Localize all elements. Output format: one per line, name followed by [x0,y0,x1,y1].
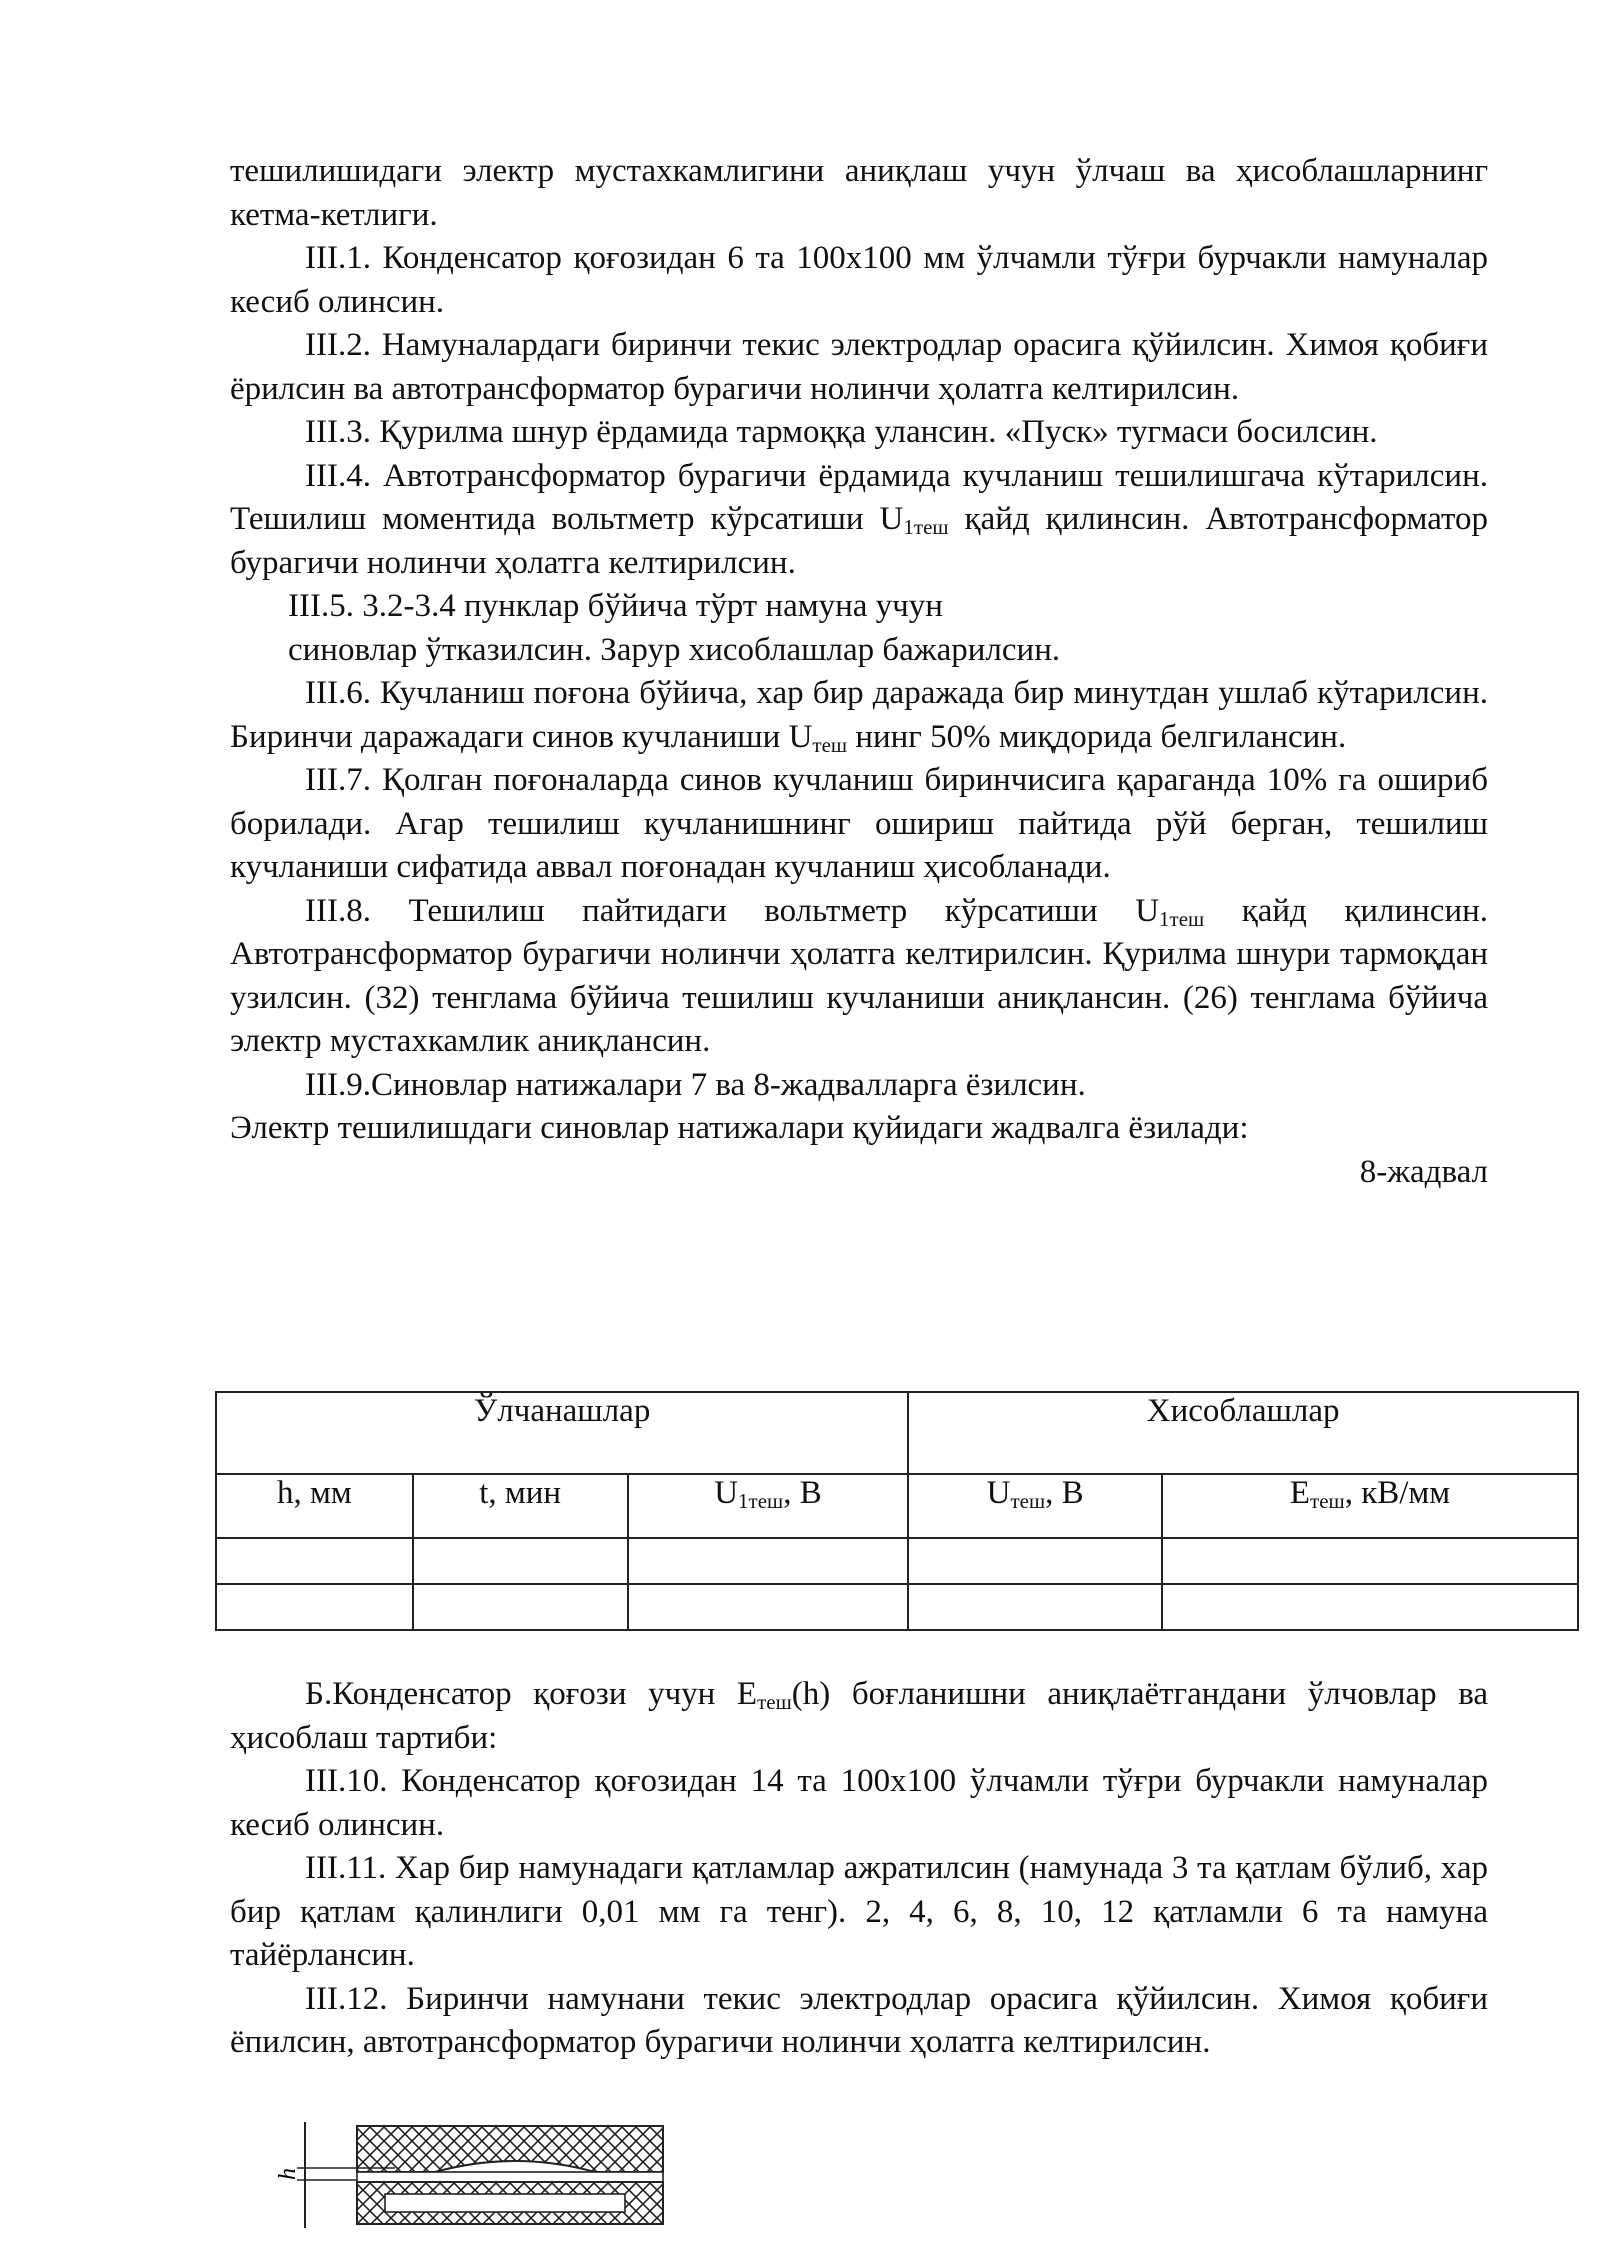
paragraph-b-text-b: (h) боғланишни аниқлаётгандани ўлчовлар ва ҳисоблаш тартиби: [230,1676,1488,1756]
table-cell [1162,1584,1578,1630]
paragraph-intro: тешилишидаги электр мустахкамлигини аниқлаш учун ўлчаш ва ҳисоблашларнинг кетма-кетлиги. [230,153,1488,233]
column-header-h: h, мм [216,1474,413,1538]
header-symbol: U [714,1475,739,1511]
table-caption: 8-жадвал [1359,1153,1488,1190]
subscript: теш [1010,1489,1046,1513]
lower-electrode-insert [385,2194,625,2212]
table-cell [413,1538,628,1584]
table-cell [413,1584,628,1630]
paragraph-iii-5-line1: III.5. 3.2-3.4 пунклар бўйича тўрт намуна учун [288,588,943,624]
paragraph-iii-11: III.11. Хар бир намунадаги қатламлар ажратилсин (намунада 3 та қатлам бўлиб, хар бир қатлам қалинлиги 0,01 мм га тенг). 2, 4, 6, 8, 10, 12 қатламли 6 та намуна тайёрлансин. [230,1850,1488,1973]
paragraph-iii-8 [230,890,1488,1064]
paragraph-table-intro: Электр тешилишдаги синовлар натижалари қуйидаги жадвалга ёзилади: [230,1110,1249,1146]
subscript: 1теш [738,1489,784,1513]
paragraph-iii-8-text-a: III.8. Тешилиш пайтидаги вольтметр кўрсатиши U [305,892,1160,929]
paragraph-iii-9: III.9.Синовлар натижалари 7 ва 8-жадвалларга ёзилсин. [305,1066,1086,1103]
table-group-header-row [216,1392,1578,1474]
subscript: теш [1310,1489,1345,1513]
column-header-u1 [628,1474,909,1538]
paragraph-iii-2: III.2. Намуналардаги биринчи текис электродлар орасига қўйилсин. Химоя қобиғи ёрилсин ва автотрансформатор бурагичи нолинчи ҳолатга келтирилсин. [230,327,1488,407]
paragraph-iii-1: III.1. Конденсатор қоғозидан 6 та 100х100 мм ўлчамли тўғри бурчакли намуналар кесиб олинсин. [230,240,1488,320]
table-cell [1162,1538,1578,1584]
table-cell [628,1584,909,1630]
results-table [215,1391,1579,1631]
subscript: теш [812,732,848,757]
table-cell [908,1584,1162,1630]
paragraph-iii-3: III.3. Қурилма шнур ёрдамида тармоққа улансин. «Пуск» тугмаси босилсин. [305,414,1378,450]
upper-electrode [357,2126,663,2172]
table-group-calculations: Хисоблашлар [908,1392,1578,1474]
paragraph-iii-8-text-b: қайд қилинсин. Автотрансформатор бурагичи нолинчи ҳолатга келтирилсин. Қурилма шнури тармоқдан узилсин. (32) тенглама бўйича тешилиш кучланиши аниқлансин. (26) тенглама бўйича электр мустахкамлик аниқлансин. [230,892,1489,1059]
column-header-e [1162,1474,1578,1538]
header-symbol: U [986,1475,1011,1511]
subscript: теш [757,1690,792,1714]
paragraph-iii-10: III.10. Конденсатор қоғозидан 14 та 100х100 ўлчамли тўғри бурчакли намуналар кесиб олинсин. [230,1763,1488,1843]
column-header-t: t, мин [413,1474,628,1538]
paragraph-iii-5-line2: синовлар ўтказилсин. Зарур хисоблашлар бажарилсин. [288,631,1061,668]
document-body-continued [230,1673,1488,2065]
header-unit: , кВ/мм [1344,1475,1451,1511]
paragraph-iii-4-text-b: қайд қилинсин. Автотрансформатор бурагичи нолинчи ҳолатга келтирилсин. [230,501,1488,581]
paragraph-b-text-a: Б.Конденсатор қоғози учун Е [305,1676,758,1712]
column-header-u [908,1474,1162,1538]
electrode-sample-figure [265,2120,675,2230]
header-unit: , В [1045,1475,1084,1511]
table-cell [628,1538,909,1584]
paragraph-iii-6 [230,672,1488,759]
paragraph-iii-12: III.12. Биринчи намунани текис электродлар орасига қўйилсин. Химоя қобиғи ёпилсин, автотрансформатор бурагичи нолинчи ҳолатга келтирилсин. [230,1980,1488,2060]
paragraph-iii-6-text-a: III.6. Кучланиш поғона бўйича, хар бир даражада бир минутдан ушлаб кўтарилсин. Биринчи даражадаги синов кучланиши U [230,675,1488,755]
paragraph-iii-6-text-b: нинг 50% миқдорида белгилансин. [847,718,1347,755]
dimension-label-h: h [275,2168,301,2180]
subscript: 1теш [1159,906,1205,931]
paragraph-iii-4 [230,455,1488,586]
table-row [216,1584,1578,1630]
table-column-header-row [216,1474,1578,1538]
table-cell [216,1584,413,1630]
table-group-measurements: Ўлчанашлар [216,1392,908,1474]
sample-layer [357,2172,663,2182]
table-row [216,1538,1578,1584]
header-symbol: Е [1289,1475,1311,1511]
paragraph-b [230,1673,1488,1760]
document-body [230,150,1488,1194]
table-cell [908,1538,1162,1584]
header-unit: , В [783,1475,822,1511]
paragraph-iii-4-text-a: III.4. Автотрансформатор бурагичи ёрдамида кучланиш тешилишгача кўтарилсин. Тешилиш моментида вольтметр кўрсатиши U [230,457,1488,537]
subscript: 1теш [903,515,949,539]
paragraph-iii-7: III.7. Қолган поғоналарда синов кучланиш биринчисига қараганда 10% га ошириб борилади. Агар тешилиш кучланишнинг ошириш пайтида рўй берган, тешилиш кучланиши сифатида аввал поғонадан кучланиш ҳисобланади. [230,762,1488,885]
table-cell [216,1538,413,1584]
